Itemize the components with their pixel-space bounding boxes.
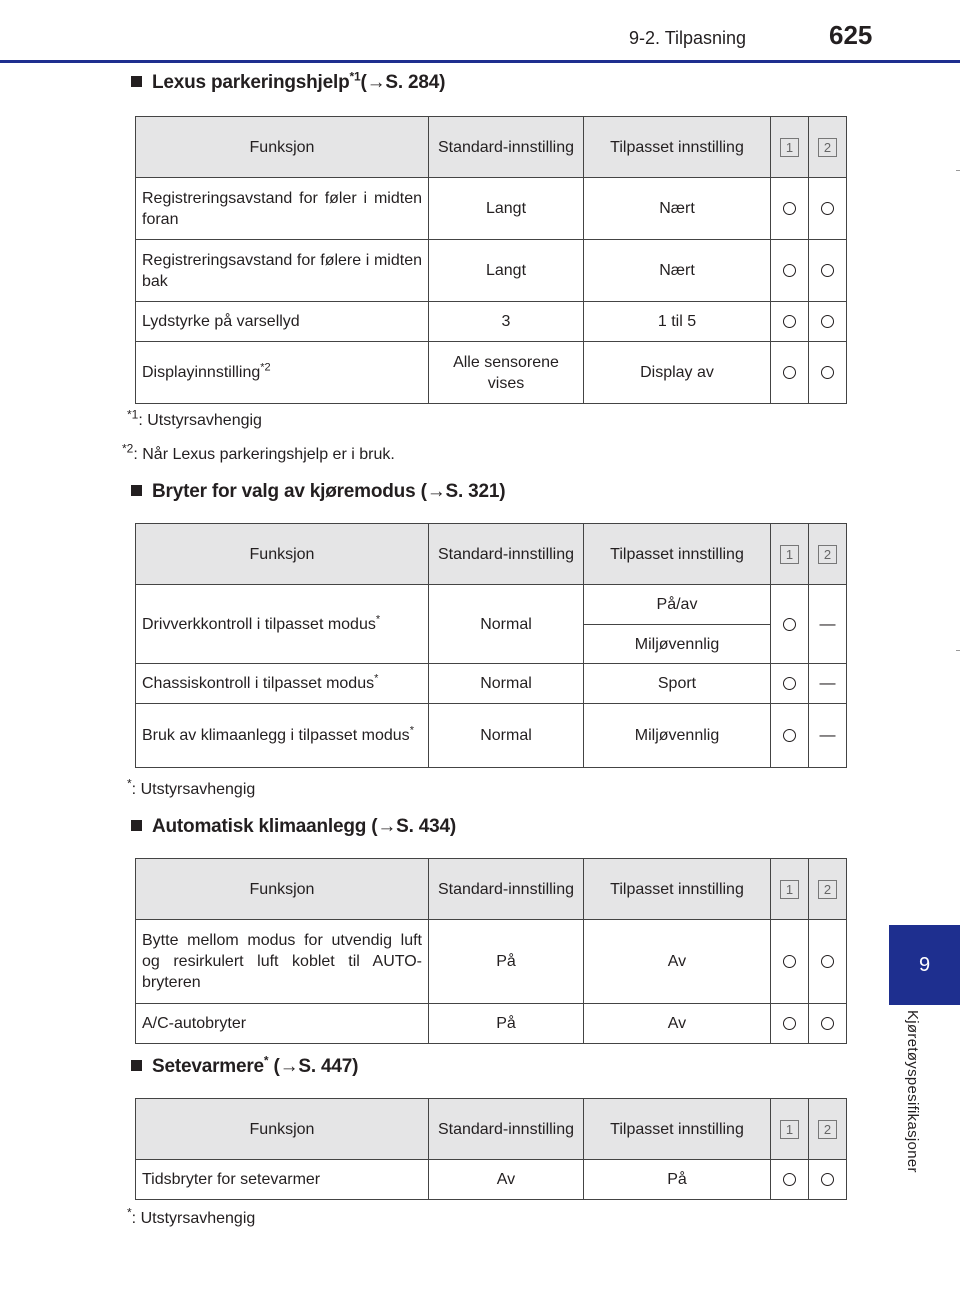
method-1-cell [771,302,809,342]
custom-cell: Av [584,1004,771,1044]
square-bullet-icon [131,485,142,496]
method-1-cell [771,664,809,704]
circle-icon [821,1173,834,1186]
custom-cell: Display av [584,342,771,404]
function-cell: Bytte mellom modus for utvendig luft og resirkulert luft koblet til AUTO-bryteren [136,920,429,1004]
table-row [136,664,847,704]
footnote: *: Utstyrsavhengig [127,776,256,798]
header-method-1 [771,859,809,920]
header-method-1 [771,524,809,585]
table-row [136,1160,847,1200]
method-2-cell: — [809,664,847,704]
custom-cell: Miljøvennlig [584,625,771,664]
header-default: Standard-innstilling [429,524,584,585]
table-row [136,342,847,404]
function-cell: Tidsbryter for setevarmer [136,1160,429,1200]
square-bullet-icon [131,820,142,831]
method-1-cell [771,178,809,240]
table-row [136,1004,847,1044]
header-default: Standard-innstilling [429,117,584,178]
table-row [136,585,847,625]
custom-cell: 1 til 5 [584,302,771,342]
method-2-cell [809,1004,847,1044]
chapter-tab [889,925,960,1005]
footnote: $^{*2}$: Når Lexus parkeringshjelp er i bruk. [122,441,395,463]
circle-icon [821,264,834,277]
header-function: Funksjon [136,859,429,920]
number-2-icon: 2 [818,1120,837,1139]
square-bullet-icon [131,76,142,87]
custom-cell: Miljøvennlig [584,704,771,768]
header-default: Standard-innstilling [429,859,584,920]
table-row [136,704,847,768]
section-heading: Automatisk klimaanlegg (→S. 434) [131,816,456,838]
method-2-cell [809,302,847,342]
method-2-cell [809,920,847,1004]
method-2-cell [809,1160,847,1200]
method-1-cell [771,342,809,404]
circle-icon [783,264,796,277]
table-row [136,178,847,240]
circle-icon [821,1017,834,1030]
header-function: Funksjon [136,524,429,585]
chapter-number: 9 [918,953,931,976]
circle-icon [783,202,796,215]
margin-tick [956,170,960,171]
number-2-icon: 2 [818,545,837,564]
settings-table [135,116,847,404]
default-cell: Alle sensorene vises [429,342,584,404]
section-heading: Setevarmere* (→S. 447) [131,1056,358,1078]
circle-icon [783,618,796,631]
custom-cell: På [584,1160,771,1200]
header-method-2 [809,859,847,920]
margin-tick [956,650,960,651]
circle-icon [783,955,796,968]
circle-icon [783,366,796,379]
header-method-2 [809,524,847,585]
default-cell: På [429,920,584,1004]
header-default: Standard-innstilling [429,1099,584,1160]
table-header-row [136,524,847,585]
number-1-icon: 1 [780,545,799,564]
custom-cell: Sport [584,664,771,704]
custom-cell: Nært [584,178,771,240]
default-cell: Normal [429,585,584,664]
function-cell: Lydstyrke på varsellyd [136,302,429,342]
header-custom: Tilpasset innstilling [584,859,771,920]
header-rule [0,60,960,63]
default-cell: Av [429,1160,584,1200]
header-custom: Tilpasset innstilling [584,524,771,585]
circle-icon [783,677,796,690]
number-2-icon: 2 [818,138,837,157]
header-custom: Tilpasset innstilling [584,1099,771,1160]
default-cell: Normal [429,704,584,768]
custom-cell: Av [584,920,771,1004]
square-bullet-icon [131,1060,142,1071]
table-row [136,302,847,342]
method-1-cell [771,240,809,302]
number-2-icon: 2 [818,880,837,899]
function-cell: Registreringsavstand for føler i midten foran [136,178,429,240]
custom-cell: Nært [584,240,771,302]
table-header-row [136,117,847,178]
method-2-cell: — [809,704,847,768]
header-method-2 [809,117,847,178]
function-cell: A/C-autobryter [136,1004,429,1044]
function-cell: Chassiskontroll i tilpasset modus* [136,664,429,704]
settings-table [135,523,847,768]
function-cell: Registreringsavstand for følere i midten bak [136,240,429,302]
circle-icon [821,315,834,328]
default-cell: 3 [429,302,584,342]
method-1-cell [771,1004,809,1044]
circle-icon [821,202,834,215]
method-2-cell [809,178,847,240]
table-header-row [136,859,847,920]
footnote: *: Utstyrsavhengig [127,1205,256,1227]
footnote: $^{*1}$: Utstyrsavhengig [127,407,262,429]
method-1-cell [771,704,809,768]
settings-table [135,1098,847,1200]
method-2-cell [809,342,847,404]
default-cell: På [429,1004,584,1044]
header-function: Funksjon [136,1099,429,1160]
table-row [136,240,847,302]
header-method-1 [771,1099,809,1160]
circle-icon [821,366,834,379]
table-row [136,920,847,1004]
header-section-title: 9-2. Tilpasning [629,28,747,48]
table-header-row [136,1099,847,1160]
method-1-cell [771,585,809,664]
header-method-2 [809,1099,847,1160]
number-1-icon: 1 [780,138,799,157]
method-2-cell [809,240,847,302]
settings-table [135,858,847,1044]
custom-cell: På/av [584,585,771,625]
circle-icon [783,1017,796,1030]
section-heading: Bryter for valg av kjøremodus (→S. 321) [131,481,505,503]
section-heading: Lexus parkeringshjelp$^{*1}$(→S. 284) [131,72,445,94]
method-1-cell [771,920,809,1004]
header-function: Funksjon [136,117,429,178]
circle-icon [783,1173,796,1186]
function-cell: Drivverkkontroll i tilpasset modus* [136,585,429,664]
number-1-icon: 1 [780,1120,799,1139]
circle-icon [821,955,834,968]
method-2-cell: — [809,585,847,664]
default-cell: Langt [429,178,584,240]
circle-icon [783,315,796,328]
header-custom: Tilpasset innstilling [584,117,771,178]
function-cell: Displayinnstilling$^{*2}$ [136,342,429,404]
default-cell: Normal [429,664,584,704]
chapter-title: Kjøretøyspesifikasjoner [904,1010,921,1173]
header-method-1 [771,117,809,178]
method-1-cell [771,1160,809,1200]
page-number: 625 [829,20,873,50]
circle-icon [783,729,796,742]
default-cell: Langt [429,240,584,302]
number-1-icon: 1 [780,880,799,899]
function-cell: Bruk av klimaanlegg i tilpasset modus* [136,704,429,768]
